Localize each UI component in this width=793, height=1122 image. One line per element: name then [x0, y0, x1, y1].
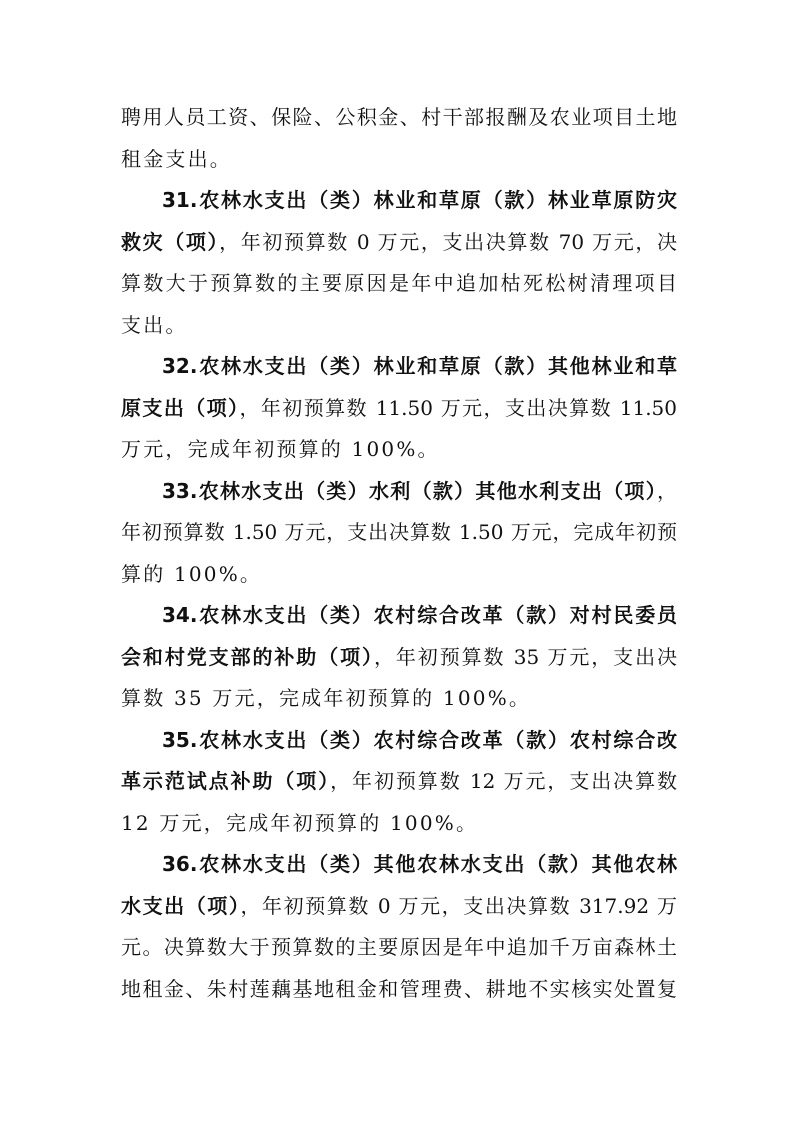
item-34-text-line-2: ，年初预算数 35 万元，支出决 — [373, 644, 678, 669]
item-31 — [121, 180, 677, 346]
item-35-title-line-2: 革示范试点补助（项） — [121, 769, 331, 793]
intro-line-2: 租金支出。 — [121, 146, 232, 171]
item-31-title-line-2: 救灾（项） — [121, 229, 220, 254]
item-36-title-line-2: 水支出（项） — [121, 893, 241, 918]
item-31-text-line-3: 算数大于预算数的主要原因是年中追加枯死松树清理项目 — [121, 271, 677, 295]
item-34-text-line-3: 算数 35 万元，完成年初预算的 100%。 — [121, 686, 532, 710]
item-33-title-line-1: 33.农林水支出（类）水利（款）其他水利支出（项） — [162, 478, 657, 503]
item-32-text-line-3: 万元，完成年初预算的 100%。 — [121, 437, 440, 461]
item-31-text-line-2: ，年初预算数 0 万元，支出决算数 70 万元，决 — [219, 229, 677, 254]
body-text — [121, 97, 677, 1010]
item-36-text-line-2: ，年初预算数 0 万元，支出决算数 317.92 万 — [240, 893, 677, 918]
item-32-title-line-1: 32.农林水支出（类）林业和草原（款）其他林业和草 — [162, 354, 677, 378]
item-34 — [121, 595, 677, 720]
item-35 — [121, 720, 677, 845]
item-36-title-line-1: 36.农林水支出（类）其他农林水支出（款）其他农林 — [162, 852, 677, 876]
item-36 — [121, 844, 677, 1010]
item-34-title-line-1: 34.农林水支出（类）农村综合改革（款）对村民委员 — [162, 603, 677, 627]
item-31-title-line-1: 31.农林水支出（类）林业和草原（款）林业草原防灾 — [162, 188, 677, 212]
item-35-title-line-1: 35.农林水支出（类）农村综合改革（款）农村综合改 — [162, 727, 677, 752]
item-35-text-line-3: 12 万元，完成年初预算的 100%。 — [121, 810, 479, 835]
intro-line-1: 聘用人员工资、保险、公积金、村干部报酬及农业项目土地 — [121, 105, 677, 129]
item-33-text-line-1: ， — [657, 478, 677, 503]
item-32-title-line-2: 原支出（项） — [121, 395, 240, 420]
item-36-text-line-4: 地租金、朱村莲藕基地租金和管理费、耕地不实核实处置复 — [121, 976, 677, 1001]
item-33-text-line-3: 算的 100%。 — [121, 561, 263, 586]
item-33 — [121, 471, 677, 596]
item-35-text-line-2: ，年初预算数 12 万元，支出决算数 — [330, 769, 678, 793]
item-34-title-line-2: 会和村党支部的补助（项） — [121, 644, 374, 669]
item-33-text-line-2: 年初预算数 1.50 万元，支出决算数 1.50 万元，完成年初预 — [121, 520, 677, 544]
item-32 — [121, 346, 677, 471]
item-32-text-line-2: ，年初预算数 11.50 万元，支出决算数 11.50 — [239, 395, 678, 420]
item-36-text-line-3: 元。决算数大于预算数的主要原因是年中追加千万亩森林土 — [121, 935, 677, 959]
item-31-text-line-4: 支出。 — [121, 312, 188, 337]
